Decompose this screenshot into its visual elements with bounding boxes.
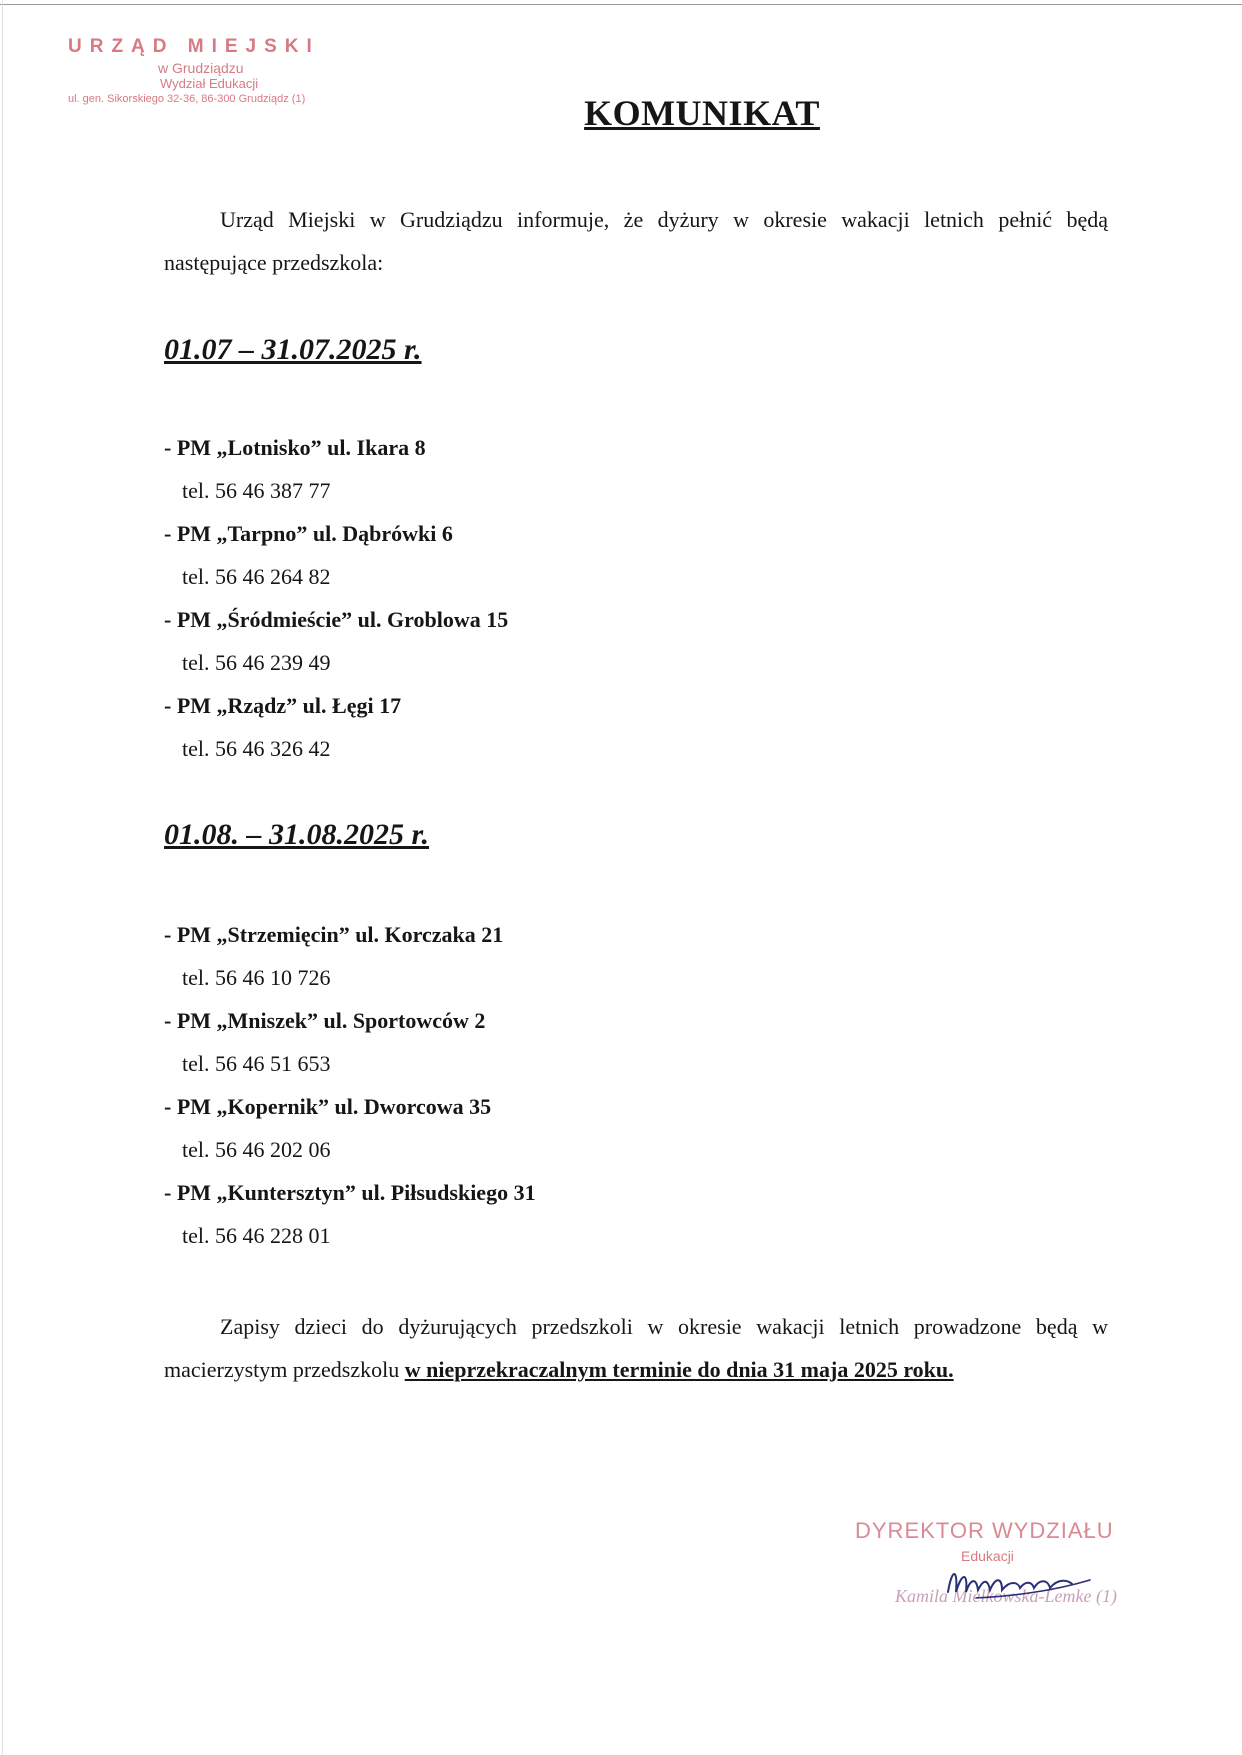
closing-text-block <box>164 1305 1108 1391</box>
list-item-tel: tel. 56 46 51 653 <box>182 1051 331 1076</box>
stamp-director-name: Kamila Mielkowska-Lemke (1) <box>895 1586 1117 1606</box>
top-border-line <box>0 4 1242 5</box>
stamp-city: w Grudziądzu <box>158 60 244 76</box>
list-item-tel: tel. 56 46 202 06 <box>182 1137 331 1162</box>
stamp-director-title: DYREKTOR WYDZIAŁU <box>855 1518 1114 1543</box>
closing-paragraph <box>164 1305 1108 1391</box>
list-item-tel: tel. 56 46 228 01 <box>182 1223 331 1248</box>
period1-date: 01.07 – 31.07.2025 r. <box>164 333 422 366</box>
list-item-tel: tel. 56 46 239 49 <box>182 650 331 675</box>
list-item-tel: tel. 56 46 326 42 <box>182 736 331 761</box>
intro-text: Urząd Miejski w Grudziądzu informuje, że dyżury w okresie wakacji letnich pełnić będą następujące przedszkola: <box>164 207 1108 275</box>
list-item-name: - PM „Mniszek” ul. Sportowców 2 <box>164 1008 486 1033</box>
period2-list <box>164 913 536 1257</box>
list-item-name: - PM „Strzemięcin” ul. Korczaka 21 <box>164 922 504 947</box>
list-item-name: - PM „Lotnisko” ul. Ikara 8 <box>164 435 426 460</box>
period1-list <box>164 426 508 770</box>
closing-text: Zapisy dzieci do dyżurujących przedszkoli w okresie wakacji letnich prowadzone będą w macierzystym przedszkolu <box>164 1314 1108 1382</box>
stamp-address: ul. gen. Sikorskiego 32-36, 86-300 Grudziądz (1) <box>68 93 306 105</box>
left-border-line <box>2 0 3 1755</box>
stamp-department: Edukacji <box>961 1548 1014 1564</box>
title-text: KOMUNIKAT <box>584 93 820 133</box>
list-item-name: - PM „Rządz” ul. Łęgi 17 <box>164 693 402 718</box>
list-item-name: - PM „Tarpno” ul. Dąbrówki 6 <box>164 521 453 546</box>
stamp-department: Wydział Edukacji <box>160 76 259 91</box>
handwritten-signature <box>940 1558 1100 1608</box>
list-item-tel: tel. 56 46 10 726 <box>182 965 331 990</box>
stamp-office-name: URZĄD MIEJSKI <box>68 36 320 57</box>
document-title <box>0 92 1242 134</box>
list-item-name: - PM „Śródmieście” ul. Groblowa 15 <box>164 607 509 632</box>
period2-date: 01.08. – 31.08.2025 r. <box>164 818 430 851</box>
list-item-tel: tel. 56 46 387 77 <box>182 478 331 503</box>
list-item-name: - PM „Kopernik” ul. Dworcowa 35 <box>164 1094 492 1119</box>
intro-paragraph <box>164 198 1108 284</box>
list-item-tel: tel. 56 46 264 82 <box>182 564 331 589</box>
list-item-name: - PM „Kuntersztyn” ul. Piłsudskiego 31 <box>164 1180 536 1205</box>
closing-deadline: w nieprzekraczalnym terminie do dnia 31 maja 2025 roku. <box>404 1357 954 1382</box>
